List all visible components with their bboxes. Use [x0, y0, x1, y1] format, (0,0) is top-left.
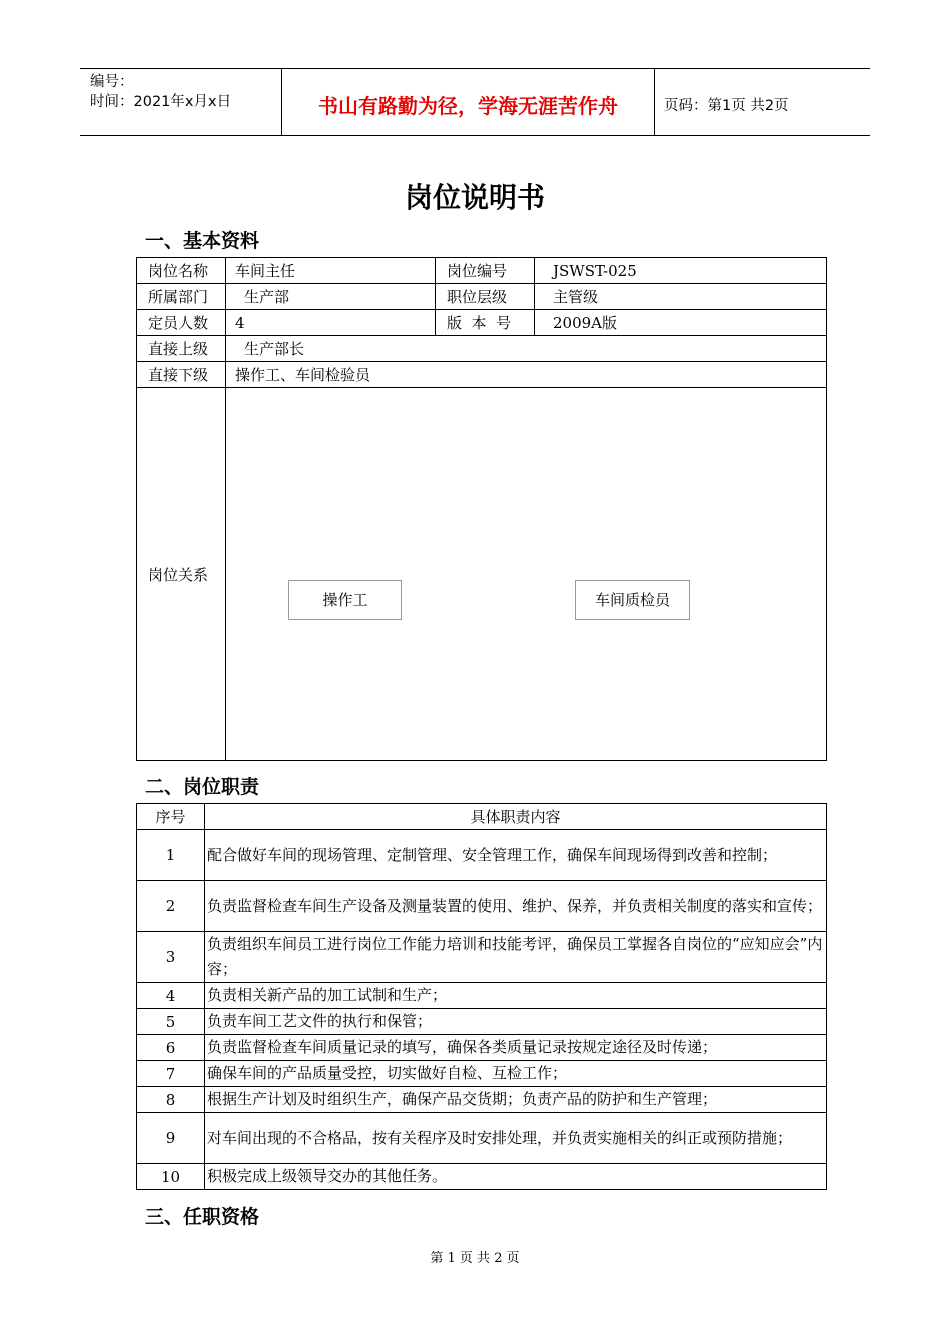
- row-superior: [137, 336, 827, 362]
- header-bottom-rule: [80, 135, 870, 136]
- table-row: [137, 1009, 827, 1035]
- col-header-content: 具体职责内容: [205, 804, 827, 830]
- header-divider-2: [654, 68, 655, 135]
- row-department: [137, 284, 827, 310]
- table-row: [137, 932, 827, 983]
- header-top-rule: [80, 68, 870, 69]
- duty-text: 对车间出现的不合格品，按有关程序及时安排处理，并负责实施相关的纠正或预防措施；: [205, 1113, 827, 1164]
- duties-header-row: [137, 804, 827, 830]
- duty-no: 7: [137, 1061, 205, 1087]
- header-divider-1: [281, 68, 282, 135]
- basic-info-table: [136, 257, 827, 761]
- col-header-no: 序号: [137, 804, 205, 830]
- duty-no: 2: [137, 881, 205, 932]
- duty-text: 负责监督检查车间生产设备及测量装置的使用、维护、保养，并负责相关制度的落实和宣传；: [205, 881, 827, 932]
- table-row: [137, 983, 827, 1009]
- section-qualifications-heading: 三、任职资格: [145, 1206, 260, 1228]
- job-code-value: JSWST-025: [535, 258, 827, 284]
- duty-text: 配合做好车间的现场管理、定制管理、安全管理工作，确保车间现场得到改善和控制；: [205, 830, 827, 881]
- code-label: 编号：: [90, 74, 134, 90]
- table-row: [137, 1035, 827, 1061]
- job-name-value: 车间主任: [226, 258, 436, 284]
- section-duties-heading: 二、岗位职责: [145, 776, 260, 798]
- headcount-label: 定员人数: [137, 310, 226, 336]
- page-footer: 第 1 页 共 2 页: [430, 1251, 520, 1266]
- relation-diagram-area: [226, 388, 827, 761]
- headcount-value: 4: [226, 310, 436, 336]
- table-row: [137, 1061, 827, 1087]
- version-label: 版 本 号: [436, 310, 535, 336]
- header-motto: 书山有路勤为径，学海无涯苦作舟: [318, 94, 618, 118]
- table-row: [137, 1164, 827, 1190]
- row-relation: [137, 388, 827, 761]
- duty-text: 积极完成上级领导交办的其他任务。: [205, 1164, 827, 1190]
- table-row: [137, 1113, 827, 1164]
- duty-text: 负责组织车间员工进行岗位工作能力培训和技能考评，确保员工掌握各自岗位的“应知应会”内容；: [205, 932, 827, 983]
- department-label: 所属部门: [137, 284, 226, 310]
- level-label: 职位层级: [436, 284, 535, 310]
- duty-no: 1: [137, 830, 205, 881]
- duty-text: 根据生产计划及时组织生产，确保产品交货期；负责产品的防护和生产管理；: [205, 1087, 827, 1113]
- duty-no: 5: [137, 1009, 205, 1035]
- row-job-name: [137, 258, 827, 284]
- department-value: 生产部: [226, 284, 436, 310]
- document-title: 岗位说明书: [404, 181, 545, 214]
- duty-no: 6: [137, 1035, 205, 1061]
- duty-no: 8: [137, 1087, 205, 1113]
- relation-label: 岗位关系: [137, 388, 226, 761]
- subordinate-value: 操作工、车间检验员: [226, 362, 827, 388]
- job-code-label: 岗位编号: [436, 258, 535, 284]
- job-name-label: 岗位名称: [137, 258, 226, 284]
- table-row: [137, 830, 827, 881]
- date-label: 时间：2021年x月x日: [90, 94, 232, 110]
- level-value: 主管级: [535, 284, 827, 310]
- duty-text: 负责监督检查车间质量记录的填写，确保各类质量记录按规定途径及时传递；: [205, 1035, 827, 1061]
- table-row: [137, 881, 827, 932]
- superior-label: 直接上级: [137, 336, 226, 362]
- duty-no: 3: [137, 932, 205, 983]
- table-row: [137, 1087, 827, 1113]
- duty-no: 9: [137, 1113, 205, 1164]
- duty-text: 负责相关新产品的加工试制和生产；: [205, 983, 827, 1009]
- header-page-info: 页码：第1页 共2页: [664, 98, 789, 114]
- relation-box-inspector: 车间质检员: [575, 580, 690, 620]
- duty-text: 负责车间工艺文件的执行和保管；: [205, 1009, 827, 1035]
- subordinate-label: 直接下级: [137, 362, 226, 388]
- superior-value: 生产部长: [226, 336, 827, 362]
- row-subordinate: [137, 362, 827, 388]
- header-meta: [90, 72, 231, 112]
- duty-no: 4: [137, 983, 205, 1009]
- row-headcount: [137, 310, 827, 336]
- version-value: 2009A版: [535, 310, 827, 336]
- duty-no: 10: [137, 1164, 205, 1190]
- section-basic-heading: 一、基本资料: [145, 230, 260, 252]
- relation-box-operator: 操作工: [288, 580, 402, 620]
- duties-table: [136, 803, 827, 1190]
- duty-text: 确保车间的产品质量受控，切实做好自检、互检工作；: [205, 1061, 827, 1087]
